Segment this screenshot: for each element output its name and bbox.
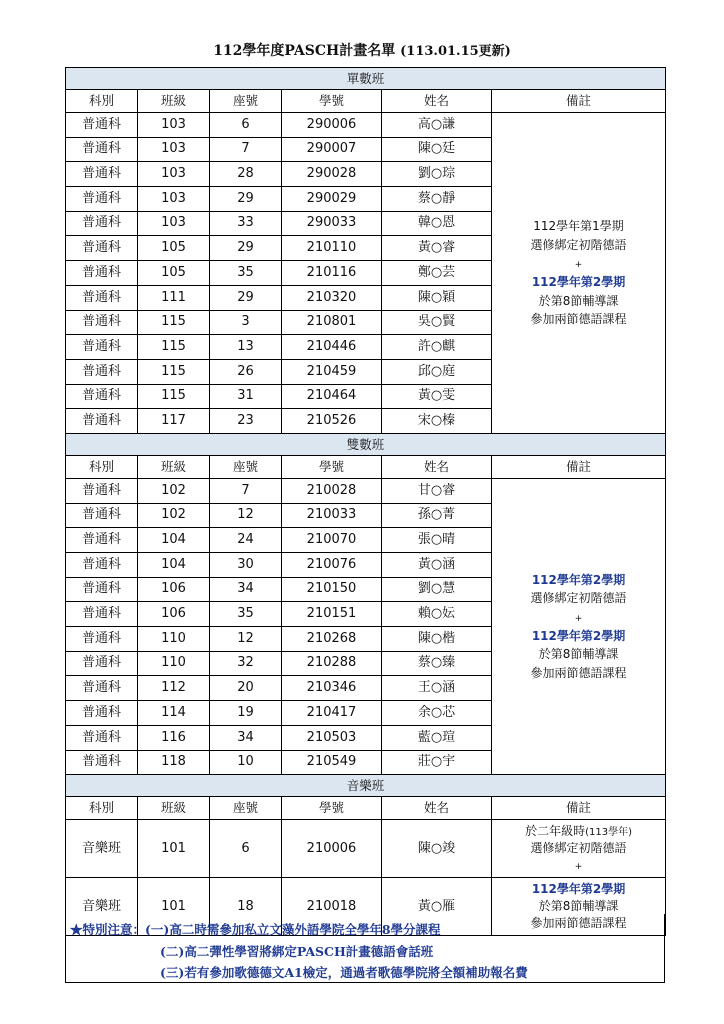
cell-student-id: 210110: [282, 236, 382, 261]
remark-line: 於第8節輔導課: [538, 293, 619, 308]
cell-student-id: 210526: [282, 409, 382, 434]
remark-line: 參加兩節德語課程: [530, 916, 627, 931]
table-row: [66, 478, 666, 503]
cell-seat: 34: [210, 725, 282, 750]
cell-seat: 24: [210, 528, 282, 553]
updated-date: (113.01.15更新): [400, 44, 511, 59]
cell-department: 普通科: [66, 261, 138, 286]
cell-seat: 19: [210, 701, 282, 726]
header-name: 姓名: [382, 455, 492, 478]
remark-line: 選修綁定初階德語: [530, 591, 627, 606]
cell-department: 普通科: [66, 409, 138, 434]
cell-department: 普通科: [66, 359, 138, 384]
header-department: 科別: [66, 797, 138, 820]
header-remarks: 備註: [492, 90, 666, 113]
section-title: 單數班: [66, 68, 666, 90]
cell-department: 普通科: [66, 553, 138, 578]
header-remarks: 備註: [492, 455, 666, 478]
cell-department: 普通科: [66, 236, 138, 261]
header-remarks: 備註: [492, 797, 666, 820]
section-title: 音樂班: [66, 775, 666, 797]
cell-class: 116: [138, 725, 210, 750]
cell-student-id: 210151: [282, 602, 382, 627]
special-notice: [65, 914, 665, 983]
header-department: 科別: [66, 90, 138, 113]
cell-class: 106: [138, 577, 210, 602]
cell-name: 張○晴: [382, 528, 492, 553]
title-text: 112學年度PASCH計畫名單: [213, 43, 396, 59]
cell-name: 韓○恩: [382, 211, 492, 236]
column-header-row: [66, 797, 666, 820]
cell-name: 陳○竣: [382, 820, 492, 878]
cell-student-id: 210446: [282, 335, 382, 360]
cell-student-id: 210801: [282, 310, 382, 335]
remark-line: 於二年級時: [525, 823, 586, 838]
remark-line: 參加兩節德語課程: [530, 665, 627, 680]
remark-line: 選修綁定初階德語: [530, 237, 627, 252]
remark-line: (113學年): [585, 826, 632, 838]
cell-seat: 35: [210, 261, 282, 286]
cell-seat: 12: [210, 503, 282, 528]
cell-name: 陳○穎: [382, 285, 492, 310]
cell-seat: 33: [210, 211, 282, 236]
cell-student-id: 210070: [282, 528, 382, 553]
cell-student-id: 210076: [282, 553, 382, 578]
section-header-row: [66, 775, 666, 797]
table-row: [66, 820, 666, 878]
cell-student-id: 210503: [282, 725, 382, 750]
cell-name: 吳○賢: [382, 310, 492, 335]
cell-department: 音樂班: [66, 878, 138, 936]
remark-line: 選修綁定初階德語: [530, 841, 627, 856]
cell-class: 101: [138, 878, 210, 936]
cell-name: 陳○楷: [382, 627, 492, 652]
cell-class: 118: [138, 750, 210, 775]
cell-class: 103: [138, 187, 210, 212]
notice-line-2: (二)高二彈性學習將綁定PASCH計畫德語會話班: [160, 944, 434, 959]
cell-name: 王○涵: [382, 676, 492, 701]
cell-seat: 3: [210, 310, 282, 335]
remark-plus: +: [574, 260, 583, 271]
cell-seat: 12: [210, 627, 282, 652]
cell-seat: 34: [210, 577, 282, 602]
cell-department: 普通科: [66, 577, 138, 602]
column-header-row: [66, 455, 666, 478]
cell-seat: 10: [210, 750, 282, 775]
remark-line: 112學年第2學期: [531, 572, 626, 587]
cell-department: 普通科: [66, 701, 138, 726]
section-header-row: [66, 68, 666, 90]
cell-student-id: 290033: [282, 211, 382, 236]
cell-department: 普通科: [66, 676, 138, 701]
cell-seat: 6: [210, 113, 282, 138]
table-row: [66, 113, 666, 138]
remarks-cell: [492, 113, 666, 434]
cell-department: 普通科: [66, 310, 138, 335]
cell-name: 陳○廷: [382, 137, 492, 162]
cell-name: 甘○睿: [382, 478, 492, 503]
cell-department: 普通科: [66, 651, 138, 676]
section-header-row: [66, 433, 666, 455]
cell-name: 余○芯: [382, 701, 492, 726]
cell-name: 黃○涵: [382, 553, 492, 578]
remark-line: 於第8節輔導課: [538, 647, 619, 662]
cell-seat: 35: [210, 602, 282, 627]
header-student-id: 學號: [282, 797, 382, 820]
remarks-cell: [492, 820, 666, 878]
cell-seat: 6: [210, 820, 282, 878]
cell-name: 高○謙: [382, 113, 492, 138]
cell-student-id: 210288: [282, 651, 382, 676]
cell-student-id: 210033: [282, 503, 382, 528]
cell-name: 藍○瑄: [382, 725, 492, 750]
header-department: 科別: [66, 455, 138, 478]
cell-student-id: 210346: [282, 676, 382, 701]
cell-seat: 29: [210, 236, 282, 261]
cell-class: 103: [138, 113, 210, 138]
cell-name: 許○麒: [382, 335, 492, 360]
notice-line-3: (三)若有參加歌德德文A1檢定，通過者歌德學院將全額補助報名費: [160, 965, 528, 980]
cell-class: 110: [138, 627, 210, 652]
cell-department: 普通科: [66, 725, 138, 750]
cell-name: 蔡○臻: [382, 651, 492, 676]
header-student-id: 學號: [282, 455, 382, 478]
cell-class: 114: [138, 701, 210, 726]
cell-class: 117: [138, 409, 210, 434]
cell-class: 105: [138, 261, 210, 286]
cell-name: 劉○琮: [382, 162, 492, 187]
cell-class: 103: [138, 162, 210, 187]
cell-name: 賴○妘: [382, 602, 492, 627]
cell-class: 112: [138, 676, 210, 701]
cell-name: 邱○庭: [382, 359, 492, 384]
cell-student-id: 210549: [282, 750, 382, 775]
header-name: 姓名: [382, 797, 492, 820]
header-class: 班級: [138, 455, 210, 478]
column-header-row: [66, 90, 666, 113]
cell-class: 104: [138, 528, 210, 553]
cell-seat: 23: [210, 409, 282, 434]
cell-department: 普通科: [66, 627, 138, 652]
cell-department: 普通科: [66, 162, 138, 187]
remark-plus: +: [574, 613, 583, 624]
header-seat: 座號: [210, 455, 282, 478]
cell-student-id: 210464: [282, 384, 382, 409]
cell-department: 音樂班: [66, 820, 138, 878]
cell-name: 黃○雁: [382, 878, 492, 936]
header-name: 姓名: [382, 90, 492, 113]
cell-class: 104: [138, 553, 210, 578]
header-seat: 座號: [210, 90, 282, 113]
cell-class: 102: [138, 503, 210, 528]
cell-class: 103: [138, 137, 210, 162]
cell-department: 普通科: [66, 335, 138, 360]
remark-line-highlight: 112學年第2學期: [531, 275, 626, 290]
cell-name: 鄭○芸: [382, 261, 492, 286]
cell-name: 孫○菁: [382, 503, 492, 528]
cell-seat: 18: [210, 878, 282, 936]
cell-student-id: 210268: [282, 627, 382, 652]
cell-seat: 31: [210, 384, 282, 409]
cell-name: 宋○榛: [382, 409, 492, 434]
cell-class: 115: [138, 359, 210, 384]
cell-name: 黃○睿: [382, 236, 492, 261]
cell-department: 普通科: [66, 137, 138, 162]
cell-department: 普通科: [66, 602, 138, 627]
cell-seat: 29: [210, 187, 282, 212]
cell-seat: 13: [210, 335, 282, 360]
remarks-cell: [492, 478, 666, 774]
cell-student-id: 290028: [282, 162, 382, 187]
header-class: 班級: [138, 90, 210, 113]
cell-class: 115: [138, 335, 210, 360]
cell-name: 劉○慧: [382, 577, 492, 602]
cell-class: 106: [138, 602, 210, 627]
cell-class: 110: [138, 651, 210, 676]
cell-department: 普通科: [66, 211, 138, 236]
header-student-id: 學號: [282, 90, 382, 113]
cell-name: 莊○宇: [382, 750, 492, 775]
cell-class: 115: [138, 310, 210, 335]
cell-class: 105: [138, 236, 210, 261]
cell-student-id: 290006: [282, 113, 382, 138]
cell-department: 普通科: [66, 384, 138, 409]
cell-student-id: 210150: [282, 577, 382, 602]
remark-line: 於第8節輔導課: [538, 898, 619, 913]
cell-seat: 26: [210, 359, 282, 384]
cell-seat: 7: [210, 478, 282, 503]
cell-department: 普通科: [66, 187, 138, 212]
header-class: 班級: [138, 797, 210, 820]
cell-student-id: 210018: [282, 878, 382, 936]
cell-student-id: 210417: [282, 701, 382, 726]
remark-line: 參加兩節德語課程: [530, 312, 627, 327]
cell-department: 普通科: [66, 113, 138, 138]
remark-line-highlight: 112學年第2學期: [531, 881, 626, 896]
cell-seat: 7: [210, 137, 282, 162]
cell-department: 普通科: [66, 503, 138, 528]
cell-department: 普通科: [66, 478, 138, 503]
roster-table: [65, 67, 666, 936]
header-seat: 座號: [210, 797, 282, 820]
cell-department: 普通科: [66, 528, 138, 553]
cell-class: 101: [138, 820, 210, 878]
cell-student-id: 290007: [282, 137, 382, 162]
cell-name: 黃○雯: [382, 384, 492, 409]
page-title: [0, 40, 724, 60]
cell-class: 115: [138, 384, 210, 409]
cell-name: 蔡○靜: [382, 187, 492, 212]
cell-class: 111: [138, 285, 210, 310]
cell-seat: 32: [210, 651, 282, 676]
cell-department: 普通科: [66, 750, 138, 775]
cell-student-id: 210320: [282, 285, 382, 310]
cell-student-id: 290029: [282, 187, 382, 212]
cell-seat: 20: [210, 676, 282, 701]
cell-seat: 29: [210, 285, 282, 310]
cell-seat: 30: [210, 553, 282, 578]
cell-student-id: 210459: [282, 359, 382, 384]
remark-plus: +: [574, 862, 583, 873]
cell-class: 103: [138, 211, 210, 236]
cell-seat: 28: [210, 162, 282, 187]
cell-student-id: 210116: [282, 261, 382, 286]
cell-department: 普通科: [66, 285, 138, 310]
notice-line-1: ★特別注意：(一)高二時需參加私立文藻外語學院全學年8學分課程: [70, 922, 441, 937]
section-title: 雙數班: [66, 433, 666, 455]
remark-line-highlight: 112學年第2學期: [531, 628, 626, 643]
cell-student-id: 210028: [282, 478, 382, 503]
cell-student-id: 210006: [282, 820, 382, 878]
remark-line: 112學年第1學期: [533, 219, 624, 234]
cell-class: 102: [138, 478, 210, 503]
